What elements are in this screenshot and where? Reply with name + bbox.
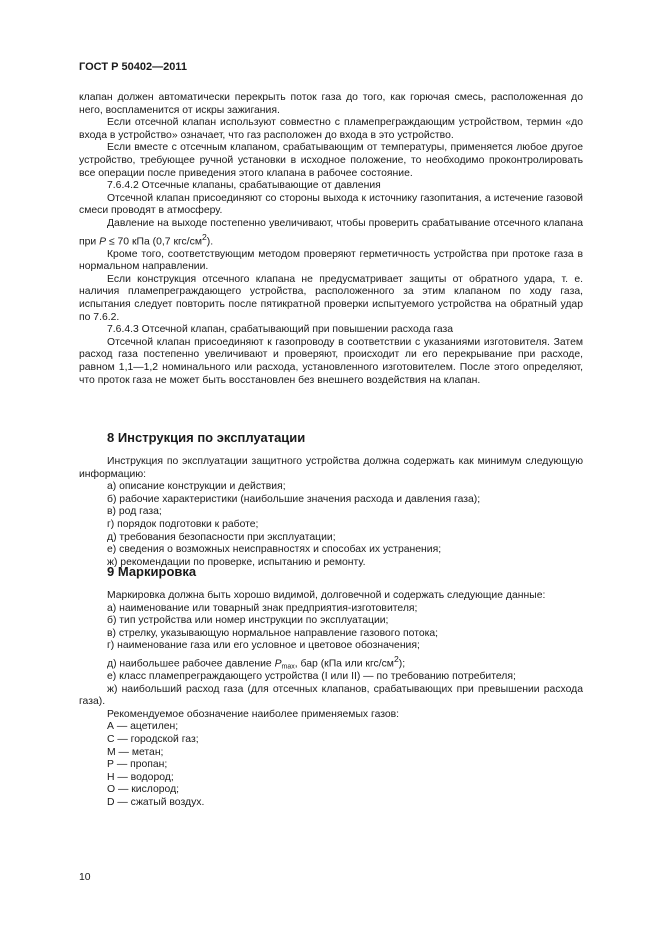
section-8-title: 8 Инструкция по эксплуатации — [107, 430, 306, 445]
variable-p: P — [99, 236, 107, 247]
paragraph: Если вместе с отсечным клапаном, срабатывающим от температуры, применяется любое другое устройство, требующее ручной установки в исходное положение, то необходимо проконтролировать все операции после приведения этого клапана в рабочее состояние. — [79, 142, 583, 179]
text-run: ); — [398, 658, 406, 670]
list-item: в) стрелку, указывающую нормальное направление газового потока; — [107, 627, 439, 639]
text-run: ). — [206, 236, 214, 247]
list-item: в) род газа; — [107, 506, 162, 518]
list-item: е) сведения о возможных неисправностях и способах их устранения; — [107, 544, 442, 556]
list-item: д) требования безопасности при эксплуатации; — [107, 531, 336, 543]
text-run: д) наибольшее рабочее давление — [107, 658, 275, 670]
paragraph: Отсечной клапан присоединяют к газопроводу в соответствии с указаниями изготовителя. Затем расход газа постепенно увеличивают и проверяют, происходит ли его перекрывание при расходе, равном 1,1—1,2 номинального или расхода, установленного изготовителем. После этого определяют, что проток газа не может быть восстановлен без внешнего воздействия на клапан. — [79, 336, 583, 386]
paragraph: Если отсечной клапан используют совместно с пламепреграждающим устройством, термин «до входа в устройство» означает, что газ расположен до входа в это устройство. — [79, 117, 583, 141]
list-item — [79, 653, 583, 671]
paragraph — [79, 218, 583, 249]
gas-code-item: А — ацетилен; — [107, 721, 179, 733]
paragraph: клапан должен автоматически перекрыть поток газа до того, как горючая смесь, расположенная до него, воспламенится от искры зажигания. — [79, 92, 583, 116]
list-item: г) наименование газа или его условное и цветовое обозначения; — [107, 640, 420, 652]
list-item: г) порядок подготовки к работе; — [107, 518, 259, 530]
gas-code-item: Н — водород; — [107, 771, 174, 783]
gas-code-item: Р — пропан; — [107, 759, 168, 771]
paragraph: Маркировка должна быть хорошо видимой, долговечной и содержать следующие данные: — [107, 590, 546, 601]
subsection-heading: 7.6.4.3 Отсечной клапан, срабатывающий при повышении расхода газа — [107, 324, 454, 336]
superscript: 2 — [201, 231, 207, 242]
gas-code-item: С — городской газ; — [107, 734, 199, 745]
paragraph: Рекомендуемое обозначение наиболее применяемых газов: — [107, 708, 400, 720]
gas-code-item: О — кислород; — [107, 784, 180, 796]
list-item: а) наименование или товарный знак предприятия-изготовителя; — [107, 602, 418, 614]
paragraph: Отсечной клапан присоединяют со стороны выхода к источнику газопитания, а истечение газовой смеси проводят в атмосферу. — [79, 192, 583, 217]
document-header: ГОСТ Р 50402—2011 — [79, 61, 187, 73]
section-8-body — [79, 456, 583, 569]
subsection-heading: 7.6.4.2 Отсечные клапаны, срабатывающие от давления — [107, 180, 381, 192]
list-item: е) класс пламепреграждающего устройства (I или II) — по требованию потребителя; — [107, 671, 516, 683]
text-run: ≤ 70 кПа (0,7 кгс/см — [106, 236, 202, 247]
section-7-continuation — [79, 92, 583, 387]
paragraph: Если конструкция отсечного клапана не предусматривает защиты от обратного удара, т. е. наличия пламепреграждающего устройства, расположенного за этим клапаном по ходу газа, испытания следует повторить после пятикратной проверки испытуемого устройства на обратный удар по 7.6.2. — [79, 273, 583, 323]
gas-code-item: М — метан; — [107, 746, 164, 758]
section-8-list — [79, 481, 583, 569]
list-item: б) тип устройства или номер инструкции по эксплуатации; — [107, 615, 389, 627]
variable-p: P — [274, 658, 282, 670]
list-item: ж) наибольший расход газа (для отсечных клапанов, срабатывающих при превышении расхода газа). — [79, 683, 583, 708]
section-9-body — [79, 590, 583, 810]
page-number: 10 — [79, 872, 91, 883]
gas-code-item: D — сжатый воздух. — [107, 796, 205, 808]
list-item: а) описание конструкции и действия; — [107, 481, 286, 493]
subscript-max: max — [281, 663, 295, 671]
text-run: Давление на выходе постепенно увеличивают, чтобы проверить срабатывание отсечного клапана при — [79, 217, 583, 247]
superscript: 2 — [393, 653, 399, 664]
section-9-title: 9 Маркировка — [107, 564, 197, 579]
text-run: , бар (кПа или кгс/см — [294, 658, 394, 670]
list-item: б) рабочие характеристики (наибольшие значения расхода и давления газа); — [107, 493, 481, 505]
list-item: ж) рекомендации по проверке, испытанию и ремонту. — [107, 556, 366, 568]
paragraph: Инструкция по эксплуатации защитного устройства должна содержать как минимум следующую информацию: — [79, 456, 583, 480]
paragraph: Кроме того, соответствующим методом проверяют герметичность устройства при протоке газа в нормальном направлении. — [79, 248, 583, 273]
